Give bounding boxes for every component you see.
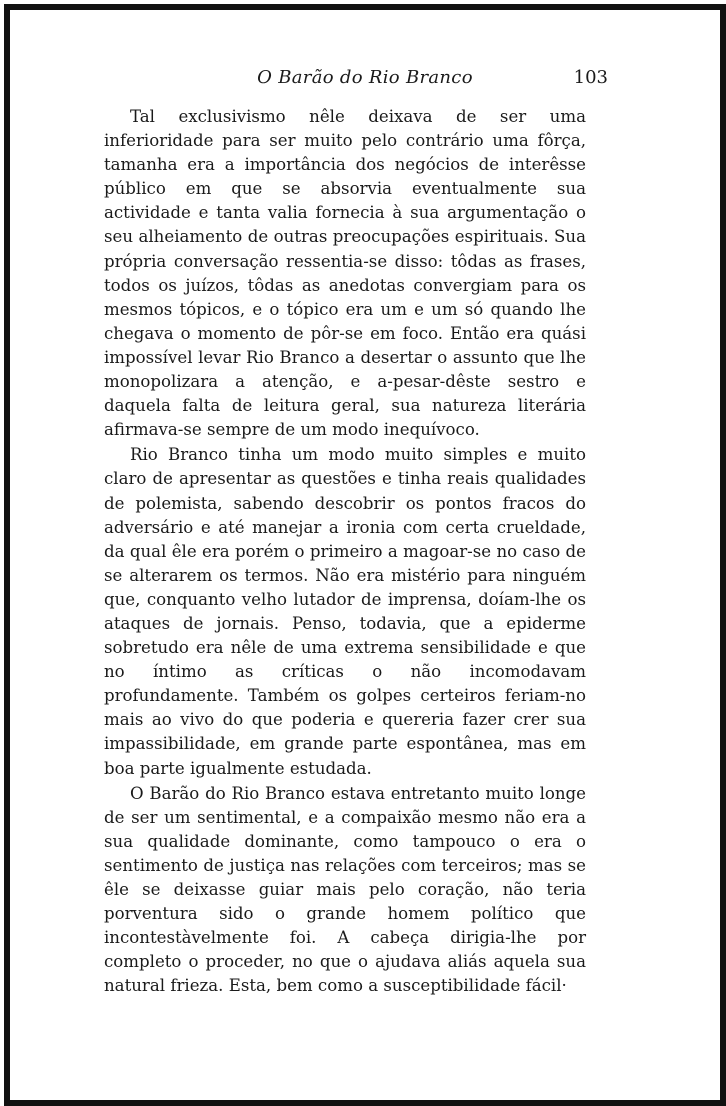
paragraph: O Barão do Rio Branco estava entretanto muito longe de ser um sentimental, e a compaixão mesmo não era a sua qualidade dominante, como tampouco o era o sentimento de justiça nas relações com terceiros; mas se êle se deixasse guiar mais pelo coração, não teria porventura sido o grande homem político que incontestàvelmente foi. A cabeça dirigia-lhe por completo o proceder, no que o ajudava aliás aquela sua natural frieza. Esta, bem como a susceptibilidade fácil· bbox=[104, 783, 586, 996]
book-page bbox=[10, 10, 720, 1100]
chapter-title: O Barão do Rio Branco bbox=[257, 67, 473, 88]
page-number: 103 bbox=[573, 67, 608, 88]
paragraph: Rio Branco tinha um modo muito simples e muito claro de apresentar as questões e tinha reais qualidades de polemista, sabendo descobrir os pontos fracos do adversário e até manejar a ironia com certa crueldade, da qual êle era porém o primeiro a magoar-se no caso de se alterarem os termos. Não era mistério para ninguém que, conquanto velho lutador de imprensa, doíam-lhe os ataques de jornais. Penso, todavia, que a epiderme sobretudo era nêle de uma extrema sensibilidade e que no íntimo as críticas o não incomodavam profundamente. Também os golpes certeiros feriam-no mais ao vivo do que poderia e quereria fazer crer sua impassibilidade, em grande parte espontânea, mas em boa parte igualmente estudada. bbox=[104, 445, 586, 778]
body-text bbox=[104, 105, 586, 998]
paragraph: Tal exclusivismo nêle deixava de ser uma inferioridade para ser muito pelo contrário uma fôrça, tamanha era a importância dos negócios de interêsse público em que se absorvia eventualmente sua actividade e tanta valia fornecia à sua argumentação o seu alheiamento de outras preocupações espirituais. Sua própria conversação ressentia-se disso: tôdas as frases, todos os juízos, tôdas as anedotas convergiam para os mesmos tópicos, e o tópico era um e um só quando lhe chegava o momento de pôr-se em foco. Então era quási impossível levar Rio Branco a desertar o assunto que lhe monopolizara a atenção, e a-pesar-dêste sestro e daquela falta de leitura geral, sua natureza literária afirmava-se sempre de um modo inequívoco. bbox=[104, 107, 586, 440]
running-head bbox=[10, 67, 720, 97]
